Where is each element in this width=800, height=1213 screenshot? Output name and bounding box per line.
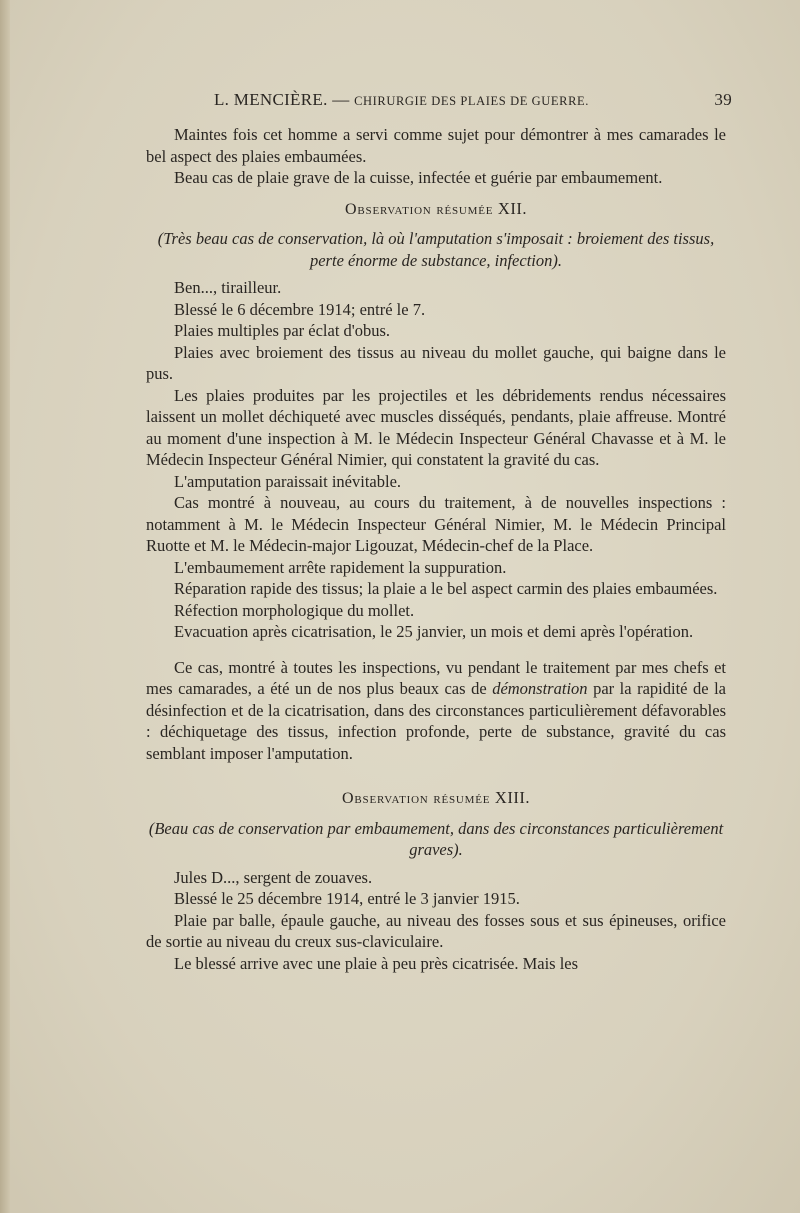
spacer [146, 764, 726, 778]
paragraph: Ben..., tirailleur. [174, 278, 282, 297]
paragraph: Beau cas de plaie grave de la cuisse, infectée et guérie par embaumement. [174, 168, 663, 187]
observation-heading-number: XII. [497, 198, 527, 218]
header-dash: — [332, 90, 350, 109]
paragraph: L'embaumement arrête rapidement la suppuration. [174, 557, 507, 577]
observation-heading-prefix: Observation résumée [342, 790, 491, 807]
paragraph: Cas montré à nouveau, au cours du traitement, à de nouvelles inspections : notamment à M. le Médecin Inspecteur Général Nimier, M. le Médecin Principal Ruotte et M. le Médecin-major Ligouzat, Médecin-chef de la Place. [146, 493, 726, 555]
page-spine-shadow [0, 0, 10, 1213]
spacer [146, 643, 726, 657]
paragraph: Plaie par balle, épaule gauche, au niveau des fosses sous et sus épineuses, orifice de sortie au niveau du creux sus-claviculaire. [146, 910, 726, 951]
observation-heading-prefix: Observation résumée [345, 200, 494, 218]
observation-heading-xii [146, 198, 726, 221]
paragraph: Plaies avec broiement des tissus au niveau du mollet gauche, qui baigne dans le pus. [146, 342, 726, 383]
conclusion-text-end: par la rapidité de la désinfection et de la cicatrisation, dans des circonstances particulièrement défavorables : déchiquetage des tissus, infection profonde, perte de substance, gravité du cas semblant imposer l'amputation. [146, 679, 727, 763]
observation-subtitle-xiii: (Beau cas de conservation par embaumement, dans des circonstances particulièrement graves). [148, 818, 724, 859]
paragraph: Le blessé arrive avec une plaie à peu près cicatrisée. Mais les [174, 953, 579, 973]
observation-subtitle-xii: (Très beau cas de conservation, là où l'amputation s'imposait : broiement des tissus, perte énorme de substance, infection). [157, 229, 715, 270]
paragraph: Réparation rapide des tissus; la plaie a le bel aspect carmin des plaies embaumées. [174, 579, 718, 598]
paragraph: Jules D..., sergent de zouaves. [174, 867, 373, 887]
running-header [214, 90, 732, 114]
observation-heading-number: XIII. [494, 788, 530, 807]
paragraph: Plaies multiples par éclat d'obus. [174, 321, 391, 340]
observation-heading-xiii [146, 787, 726, 810]
conclusion-emphasis: démonstration [492, 679, 588, 698]
paragraph: Maintes fois cet homme a servi comme sujet pour démontrer à mes camarades le bel aspect des plaies embaumées. [146, 125, 726, 166]
header-title: CHIRURGIE DES PLAIES DE GUERRE. [354, 94, 589, 108]
header-author: L. MENCIÈRE. [214, 90, 328, 109]
conclusion-paragraph [146, 657, 726, 765]
paragraph: L'amputation paraissait inévitable. [174, 471, 402, 491]
paragraph: Blessé le 25 décembre 1914, entré le 3 janvier 1915. [174, 889, 520, 908]
conclusion-text-start: Ce cas, montré à toutes les inspections, vu pendant le traitement par mes chefs et mes camarades, a été un de nos plus beaux cas de [146, 657, 726, 698]
running-header-title [214, 90, 589, 110]
page-body [146, 124, 726, 974]
paragraph: Les plaies produites par les projectiles et les débridements rendus nécessaires laissent un mollet déchiqueté avec muscles disséqués, pendants, plaie affreuse. Montré au moment d'une inspection à M. le Médecin Inspecteur Général Chavasse et à M. le Médecin Inspecteur Général Nimier, qui constatent la gravité du cas. [146, 385, 726, 469]
page-number: 39 [714, 90, 732, 109]
paragraph: Evacuation après cicatrisation, le 25 janvier, un mois et demi après l'opération. [174, 622, 694, 641]
paragraph: Blessé le 6 décembre 1914; entré le 7. [174, 299, 426, 319]
paragraph: Réfection morphologique du mollet. [174, 600, 415, 620]
